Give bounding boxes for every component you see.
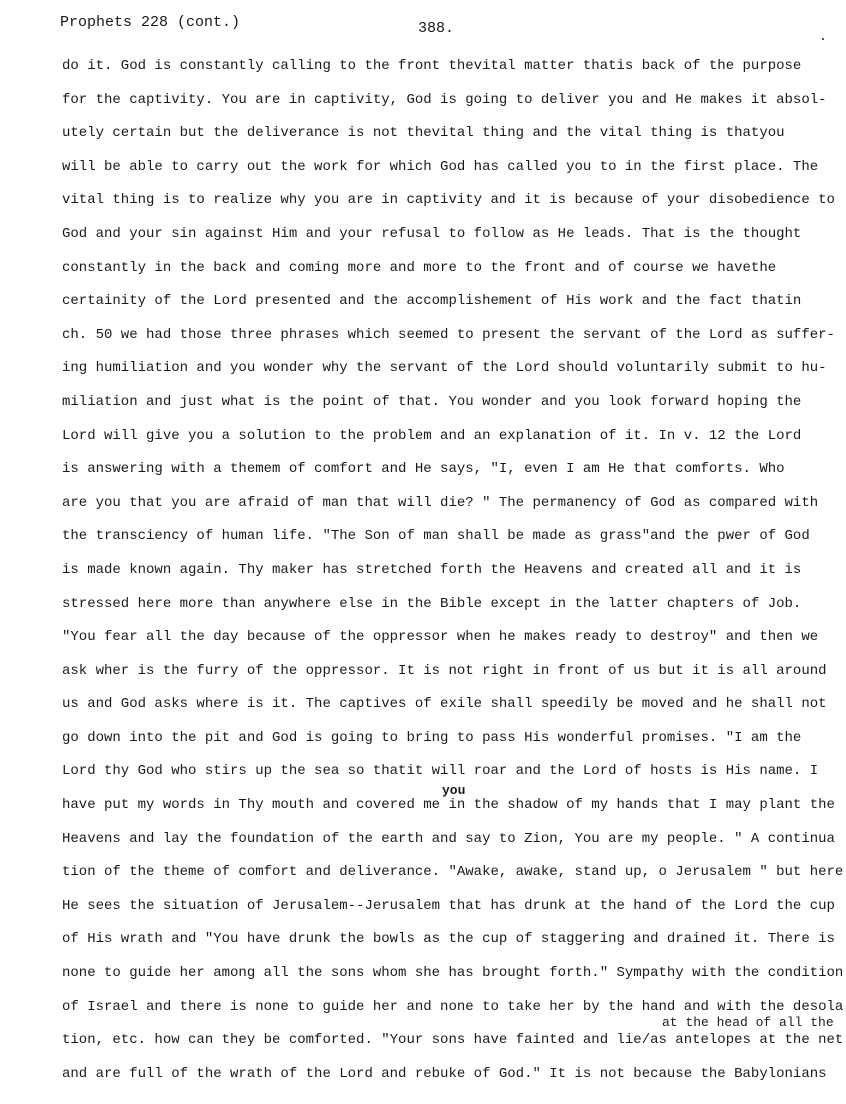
text-line: us and God asks where is it. The captives of exile shall speedily be moved and he shall not [62,696,827,713]
text-line: God and your sin against Him and your refusal to follow as He leads. That is the thought [62,225,802,242]
text-line: for the captivity. You are in captivity, God is going to deliver you and He makes it absol- [62,91,827,108]
text-line: constantly in the back and coming more and more to the front and of course we havethe [62,259,777,276]
text-line: will be able to carry out the work for which God has called you to in the first place. The [62,158,819,175]
text-line: none to guide her among all the sons whom she has brought forth." Sympathy with the condition [62,965,844,982]
text-line: ask wher is the furry of the oppressor. It is not right in front of us but it is all around [62,662,827,679]
text-line: certainity of the Lord presented and the accomplishement of His work and the fact thatin [62,293,802,310]
text-line: do it. God is constantly calling to the front thevital matter thatis back of the purpose [62,58,802,74]
text-line: tion of the theme of comfort and deliverance. "Awake, awake, stand up, o Jerusalem " but here [62,864,844,881]
stray-mark [822,38,824,40]
text-line: of His wrath and "You have drunk the bowls as the cup of staggering and drained it. There is [62,931,835,948]
interlinear-insertion: at the head of all the [662,1015,834,1030]
text-line: and are full of the wrath of the Lord and rebuke of God." It is not because the Babylonians [62,1065,827,1082]
text-line: of Israel and there is none to guide her and none to take her by the hand and with the desola [62,998,844,1015]
text-line: "You fear all the day because of the oppressor when he makes ready to destroy" and then we [62,629,819,646]
text-line: the transciency of human life. "The Son of man shall be made as grass"and the pwer of God [62,528,810,545]
text-line: stressed here more than anywhere else in the Bible except in the latter chapters of Job. [62,595,802,612]
page-number: 388. [418,20,455,37]
text-line: is made known again. Thy maker has stretched forth the Heavens and created all and it is [62,561,802,578]
text-line: ch. 50 we had those three phrases which seemed to present the servant of the Lord as suffer- [62,326,835,343]
text-line: have put my words in Thy mouth and covered me in the shadow of my hands that I may plant the [62,797,835,814]
text-line: He sees the situation of Jerusalem--Jerusalem that has drunk at the hand of the Lord the cup [62,897,835,914]
text-line: miliation and just what is the point of that. You wonder and you look forward hoping the [62,393,802,410]
text-line: is answering with a themem of comfort and He says, "I, even I am He that comforts. Who [62,461,785,478]
text-line: Lord thy God who stirs up the sea so thatit will roar and the Lord of hosts is His name. I [62,763,819,780]
body-text [62,50,846,1091]
text-line: ing humiliation and you wonder why the servant of the Lord should voluntarily submit to hu- [62,360,827,377]
text-line: are you that you are afraid of man that will die? " The permanency of God as compared with [62,494,819,511]
text-line: Lord will give you a solution to the problem and an explanation of it. In v. 12 the Lord [62,427,802,444]
interlinear-insertion: you [442,783,466,798]
text-line: go down into the pit and God is going to bring to pass His wonderful promises. "I am the [62,729,802,746]
text-line: vital thing is to realize why you are in captivity and it is because of your disobedience to [62,192,835,209]
text-line: utely certain but the deliverance is not thevital thing and the vital thing is thatyou [62,125,785,142]
text-line: Heavens and lay the foundation of the earth and say to Zion, You are my people. " A continua [62,830,835,847]
running-head: Prophets 228 (cont.) [60,14,241,31]
text-line: tion, etc. how can they be comforted. "Your sons have fainted and lie/as antelopes at the net [62,1032,844,1049]
